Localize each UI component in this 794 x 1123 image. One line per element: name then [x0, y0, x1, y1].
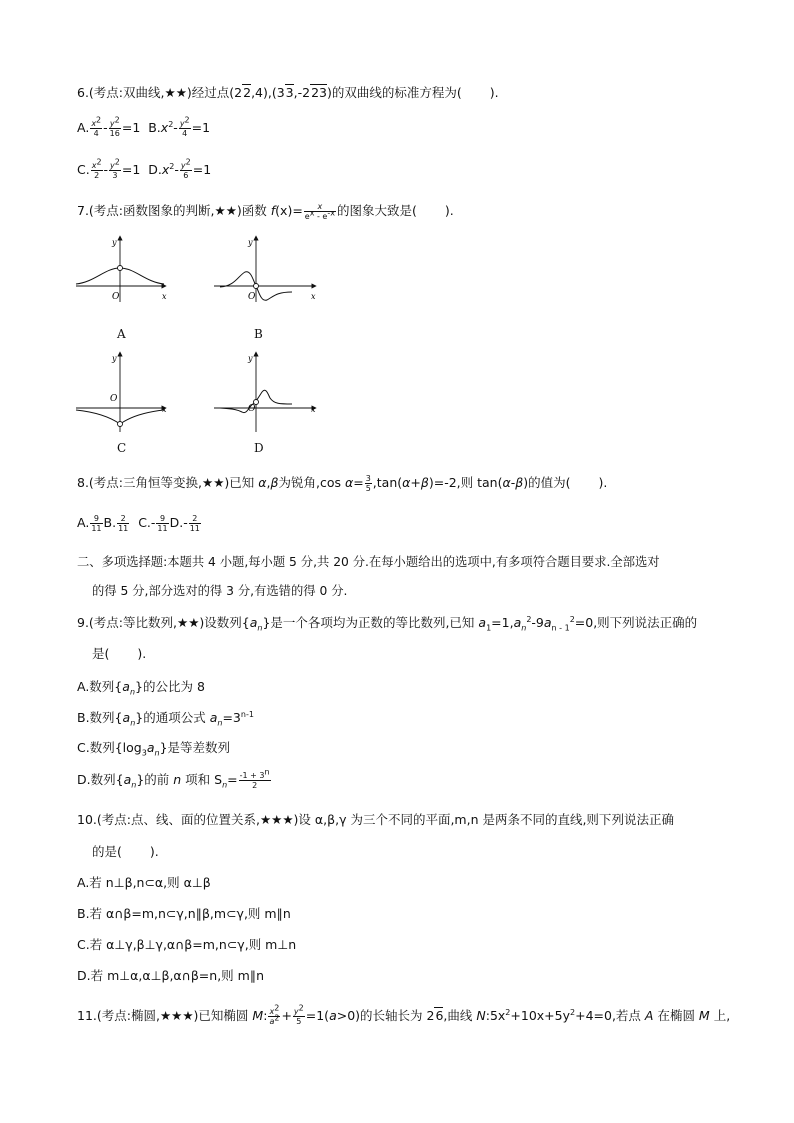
hole — [254, 284, 259, 289]
q9-stem-line1: 9.(考点:等比数列,★★)设数列$\{a_n\}$是一个各项均为正数的等比数列,已知 $a_1=1,a_n^2-9a_{n - 1}^2=0$,则下列说法正确的 — [77, 614, 698, 633]
q10-option-a: A.若 n⊥β,n⊂α,则 α⊥β — [77, 875, 211, 890]
fraction: $\frac{x^2}{a^2}$ — [269, 1003, 280, 1026]
hole — [118, 422, 123, 427]
section2-line2: 的得 5 分,部分选对的得 3 分,有选错的得 0 分. — [92, 584, 348, 598]
fraction: $\frac{x}{e^x - e^{-x}}$ — [304, 202, 335, 221]
origin-label: O — [110, 394, 118, 404]
x-label: x — [311, 292, 316, 301]
fraction: $\frac{y^2}{3}$ — [110, 157, 120, 180]
fraction: $\frac{y^2}{16}$ — [109, 115, 120, 138]
fraction: $\frac{x^2}{2}$ — [91, 157, 102, 180]
hole — [118, 266, 123, 271]
q10-option-d: D.若 m⊥α,α⊥β,α∩β=n,则 m∥n — [77, 968, 264, 983]
graph-d-label: D — [254, 441, 264, 455]
q11-stem: 11.(考点:椭圆,★★★)已知椭圆 M: $\frac{x^2}{a^2}$ + $\frac{y^2}{5}$ =1(a>0)的长轴长为 26,曲线 $N:5x^2+10x+5y^2+4=0$,若点 A 在椭圆 M 上, — [77, 1003, 731, 1026]
q10-option-b: B.若 α∩β=m,n⊂γ,n∥β,m⊂γ,则 m∥n — [77, 906, 291, 921]
fraction: $\frac{-1 + 3^n}{2}$ — [239, 767, 270, 790]
y-label: y — [112, 354, 117, 363]
section2-line1: 二、多项选择题:本题共 4 小题,每小题 5 分,共 20 分.在每小题给出的选项中,有多项符合题目要求.全部选对 — [77, 555, 660, 569]
q6-stem: 6.(考点:双曲线,★★)经过点(22,4),(33,-223)的双曲线的标准方程为( ). — [77, 85, 499, 100]
graph-b-label: B — [254, 327, 263, 341]
x-label: x — [162, 405, 167, 414]
origin-label: O — [112, 292, 120, 302]
fraction: $\frac{y^2}{6}$ — [180, 157, 191, 180]
fraction: $\frac{9}{11}$ — [91, 514, 102, 533]
q7-graphs — [70, 232, 330, 462]
fraction: $\frac{2}{11}$ — [189, 514, 200, 533]
origin-label: O — [248, 292, 256, 302]
q7-stem: 7.(考点:函数图象的判断,★★)函数 f(x)= $\frac{x}{e^x - e^{-x}}$ 的图象大致是( ). — [77, 202, 454, 221]
q10-option-c: C.若 α⊥γ,β⊥γ,α∩β=m,n⊂γ,则 m⊥n — [77, 937, 297, 952]
origin-label: O — [248, 404, 256, 414]
graph-a-label: A — [117, 327, 126, 341]
q6-options-cd: C. $\frac{x^2}{2}$ - $\frac{y^2}{3}$ =1 $D.x^2-$ $\frac{y^2}{6}$ =1 — [77, 157, 212, 180]
y-label: y — [248, 238, 253, 247]
fraction: $\frac{9}{11}$ — [157, 514, 168, 533]
q8-options: A. $\frac{9}{11}$ B. $\frac{2}{11}$ C.- $\frac{9}{11}$ D.- $\frac{2}{11}$ — [77, 514, 200, 533]
graph-c-label: C — [117, 441, 127, 455]
fraction: $\frac{2}{11}$ — [118, 514, 129, 533]
q8-stem: 8.(考点:三角恒等变换,★★)已知 α,β为锐角,cos α= $\frac{3}{5}$ ,tan(α+β)=-2,则 tan(α-β)的值为( ). — [77, 474, 608, 493]
fraction: $\frac{y^2}{4}$ — [179, 115, 190, 138]
x-label: x — [311, 405, 316, 414]
q10-stem-line2: 的是( ). — [92, 844, 159, 859]
graph-a — [76, 238, 167, 302]
graph-b — [214, 238, 316, 302]
q6-options-ab: A. $\frac{x^2}{4}$ - $\frac{y^2}{16}$ =1 $B.x^2-$ $\frac{y^2}{4}$ =1 — [77, 115, 211, 138]
y-label: y — [248, 354, 253, 363]
x-label: x — [162, 292, 167, 301]
y-label: y — [112, 238, 117, 247]
q9-option-b: B.数列$\{a_n\}$的通项公式 $a_n=3^{n-1}$ — [77, 709, 254, 728]
q9-option-c: C.数列$\{\log_3a_n\}$是等差数列 — [77, 740, 231, 758]
q9-stem-line2: 是( ). — [92, 646, 147, 661]
q9-option-d: D.数列$\{a_n\}$的前 n 项和 $S_n=$ $\frac{-1 + 3^n}{2}$ — [77, 767, 270, 790]
q9-option-a: A.数列$\{a_n\}$的公比为 8 — [77, 679, 205, 697]
q10-stem-line1: 10.(考点:点、线、面的位置关系,★★★)设 α,β,γ 为三个不同的平面,m,n 是两条不同的直线,则下列说法正确 — [77, 812, 674, 827]
fraction: $\frac{3}{5}$ — [365, 474, 371, 493]
fraction: $\frac{x^2}{4}$ — [91, 115, 102, 138]
graph-c — [76, 354, 167, 432]
graph-d — [214, 354, 316, 432]
fraction: $\frac{y^2}{5}$ — [293, 1003, 304, 1026]
